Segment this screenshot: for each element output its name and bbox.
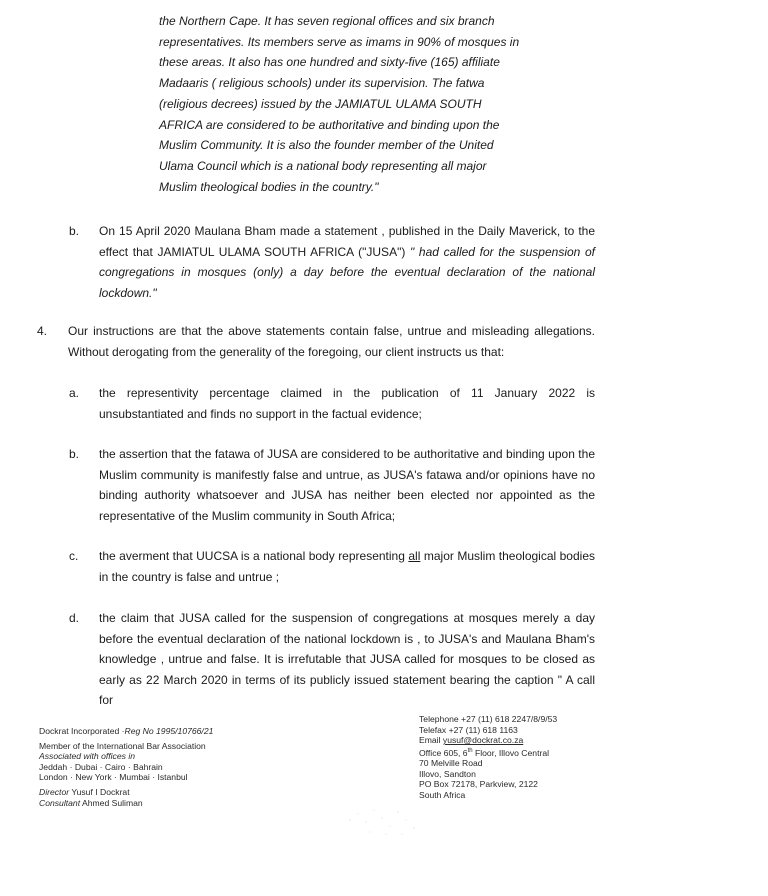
reg-number: ·Reg No 1995/10766/21: [121, 726, 214, 736]
sub-item-a-text: the representivity percentage claimed in the publication of 11 January 2022 is unsubstantiated and finds no support in the factual evidence;: [99, 386, 595, 421]
item-b-top-plain: On 15 April 2020 Maulana Bham made a statement , published in the Daily Maverick, to the effect that JAMIATUL ULAMA SOUTH AFRICA ("JUSA"): [99, 224, 595, 259]
consultant-label: Consultant: [39, 797, 81, 808]
sub-item-c-underlined: all: [408, 549, 421, 563]
sub-item-b-text: the assertion that the fatawa of JUSA are considered to be authoritative and binding upon the Muslim community is manifestly false and untrue, as JUSA's fatawa and/or opinions have no binding authority whatsoever and JUSA has neither been elected nor appointed as the representative of the Muslim community in South Africa;: [99, 447, 595, 523]
sub-item-c-after: major Muslim theological bodies in the country is false and untrue ;: [99, 549, 595, 584]
associated-line: Associated with offices in: [39, 751, 136, 762]
cities-line-2: London · New York · Mumbai · Istanbul: [39, 772, 188, 783]
sub-item-c-label: c.: [69, 549, 79, 563]
telephone-line: Telephone +27 (11) 618 2247/8/9/53: [419, 714, 558, 724]
road-line: 70 Melville Road: [419, 758, 483, 769]
email-line: [419, 735, 619, 746]
quote-line: Madaaris ( religious schools) under its supervision. The fatwa: [159, 76, 485, 91]
quote-line: AFRICA are considered to be authoritative and binding upon the: [159, 117, 500, 132]
item-b-top-label: b.: [69, 224, 80, 238]
consultant-line: [39, 798, 269, 809]
para-4-label: 4.: [37, 324, 48, 338]
quote-line: these areas. It also has one hundred and sixty-five (165) affiliate: [159, 55, 500, 70]
sub-item-d-text: the claim that JUSA called for the suspension of congregations at mosques merely a day before the eventual declaration of the national lockdown is , to JUSA's and Maulana Bham's knowledge , untrue and false. It is irrefutable that JUSA called for mosques to be closed as early as 22 March 2020 in terms of its publicly issued statement bearing the caption " A call for: [99, 611, 595, 707]
scan-smudge: [340, 800, 430, 840]
iba-line: Member of the International Bar Association: [39, 740, 206, 751]
cities-line-1: Jeddah · Dubai · Cairo · Bahrain: [39, 761, 163, 772]
quote-line: (religious decrees) issued by the JAMIATUL ULAMA SOUTH: [159, 96, 482, 111]
quote-line: representatives. Its members serve as imams in 90% of mosques in: [159, 34, 520, 49]
sub-item-b-label: b.: [69, 447, 80, 461]
item-b-top-italic: " had called for the suspension of congregations in mosques (only) a day before the eventual declaration of the national lockdown.": [99, 244, 595, 300]
director-label: Director: [39, 786, 70, 797]
office-line: [419, 746, 619, 758]
telefax-line: Telefax +27 (11) 618 1163: [419, 724, 518, 735]
email-label: Email: [419, 735, 443, 746]
email-link[interactable]: yusuf@dockrat.co.za: [442, 735, 524, 746]
footer-left: [39, 726, 269, 808]
sub-item-a-label: a.: [69, 386, 80, 400]
consultant-name: Ahmed Suliman: [80, 797, 143, 808]
office-sup: th: [467, 747, 473, 754]
item-b-top-text: [99, 221, 595, 303]
quote-line: Muslim Community. It is also the founder member of the United: [159, 138, 494, 153]
footer-right: [419, 714, 619, 801]
pobox-line: PO Box 72178, Parkview, 2122: [419, 779, 538, 790]
director-line: [39, 787, 269, 798]
quote-line: Ulama Council which is a national body representing all major: [159, 158, 487, 173]
country-line: South Africa: [419, 790, 466, 801]
para-4-text: Our instructions are that the above statements contain false, untrue and misleading allegations. Without derogating from the generality of the foregoing, our client instructs us that:: [68, 324, 595, 359]
sub-item-d-label: d.: [69, 611, 80, 625]
quote-line: Muslim theological bodies in the country.": [159, 179, 379, 194]
area-line: Illovo, Sandton: [419, 768, 476, 779]
sub-item-c-before: the averment that UUCSA is a national body representing: [99, 549, 409, 563]
office-suffix: Floor, Illovo Central: [472, 747, 550, 758]
quoted-passage: [159, 11, 539, 197]
firm-name: Dockrat Incorporated: [39, 726, 120, 736]
director-name: Yusuf I Dockrat: [69, 786, 130, 797]
office-prefix: Office 605, 6: [419, 747, 468, 758]
firm-line: [39, 726, 269, 737]
sub-item-c-text: [99, 546, 595, 587]
quote-line: the Northern Cape. It has seven regional offices and six branch: [159, 14, 495, 28]
